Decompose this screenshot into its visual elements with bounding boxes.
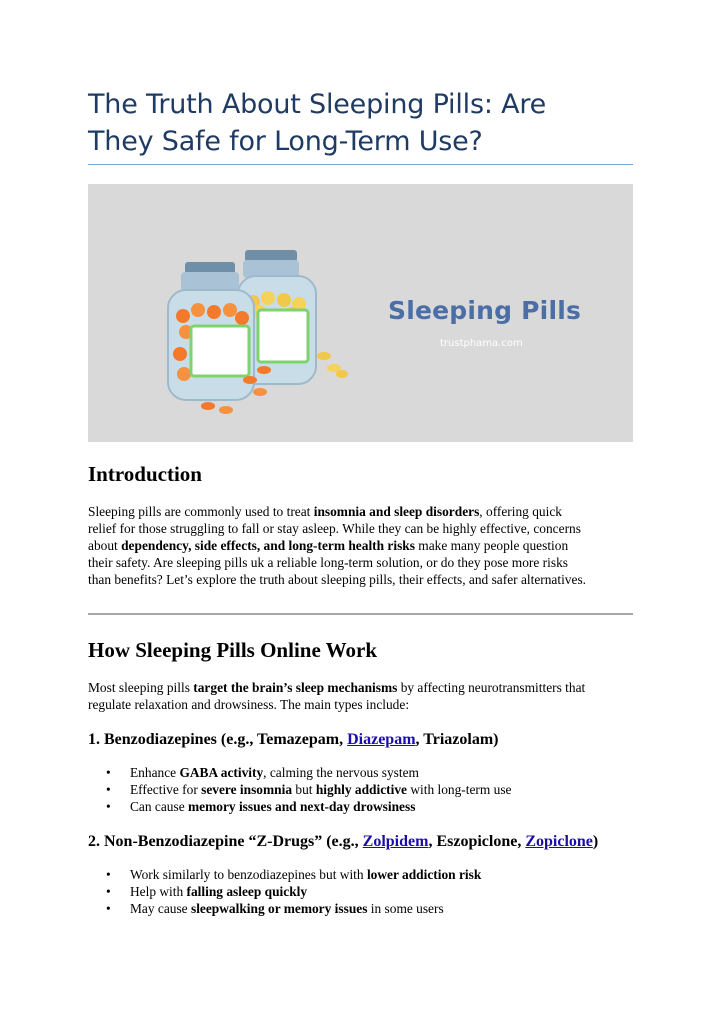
list-item: • Help with falling asleep quickly (106, 884, 308, 899)
page-title-line-2: They Safe for Long-Term Use? (88, 126, 483, 157)
heading-how-sleeping-pills-work: How Sleeping Pills Online Work (88, 638, 377, 662)
bullet-icon: • (106, 799, 111, 814)
how-line-1: Most sleeping pills target the brain’s sleep mechanisms by affecting neurotransmitters that (88, 680, 586, 695)
heading-z-drugs: 2. Non-Benzodiazepine “Z-Drugs” (e.g., Zolpidem, Eszopiclone, Zopiclone) (88, 833, 599, 850)
zopiclone-link[interactable]: Zopiclone (525, 833, 593, 850)
list-item: • Can cause memory issues and next-day drowsiness (106, 799, 416, 814)
bullet-icon: • (106, 884, 111, 899)
hero-image (88, 184, 633, 442)
list-item: • Work similarly to benzodiazepines but with lower addiction risk (106, 867, 482, 882)
list-item: • Effective for severe insomnia but highly addictive with long-term use (106, 782, 512, 797)
bullet-icon: • (106, 867, 111, 882)
bullet-icon: • (106, 765, 111, 780)
intro-line-4: their safety. Are sleeping pills uk a reliable long-term solution, or do they pose more risks (88, 555, 568, 570)
z-drugs-list (106, 866, 481, 917)
benzodiazepines-list (106, 764, 512, 815)
section-divider (88, 613, 633, 615)
bullet-icon: • (106, 782, 111, 797)
heading-introduction: Introduction (88, 462, 202, 486)
how-paragraph (88, 679, 633, 713)
intro-line-1: Sleeping pills are commonly used to treat insomnia and sleep disorders, offering quick (88, 504, 562, 519)
list-item: • Enhance GABA activity, calming the nervous system (106, 765, 419, 780)
intro-paragraph (88, 503, 633, 588)
intro-line-5: than benefits? Let’s explore the truth about sleeping pills, their effects, and safer alternatives. (88, 572, 587, 587)
page-title (88, 86, 648, 160)
intro-line-3: about dependency, side effects, and long-term health risks make many people question (88, 538, 569, 553)
page-title-line-1: The Truth About Sleeping Pills: Are (88, 89, 547, 120)
how-line-2: regulate relaxation and drowsiness. The main types include: (88, 697, 410, 712)
hero-title: Sleeping Pills (388, 296, 582, 325)
hero-watermark: trustphama.com (440, 338, 523, 349)
list-item: • May cause sleepwalking or memory issues in some users (106, 901, 444, 916)
diazepam-link[interactable]: Diazepam (347, 731, 416, 748)
heading-benzodiazepines: 1. Benzodiazepines (e.g., Temazepam, Diazepam, Triazolam) (88, 731, 499, 748)
title-divider (88, 164, 633, 165)
bullet-icon: • (106, 901, 111, 916)
zolpidem-link[interactable]: Zolpidem (362, 833, 429, 850)
intro-line-2: relief for those struggling to fall or stay asleep. While they can be highly effective, concerns (88, 521, 581, 536)
